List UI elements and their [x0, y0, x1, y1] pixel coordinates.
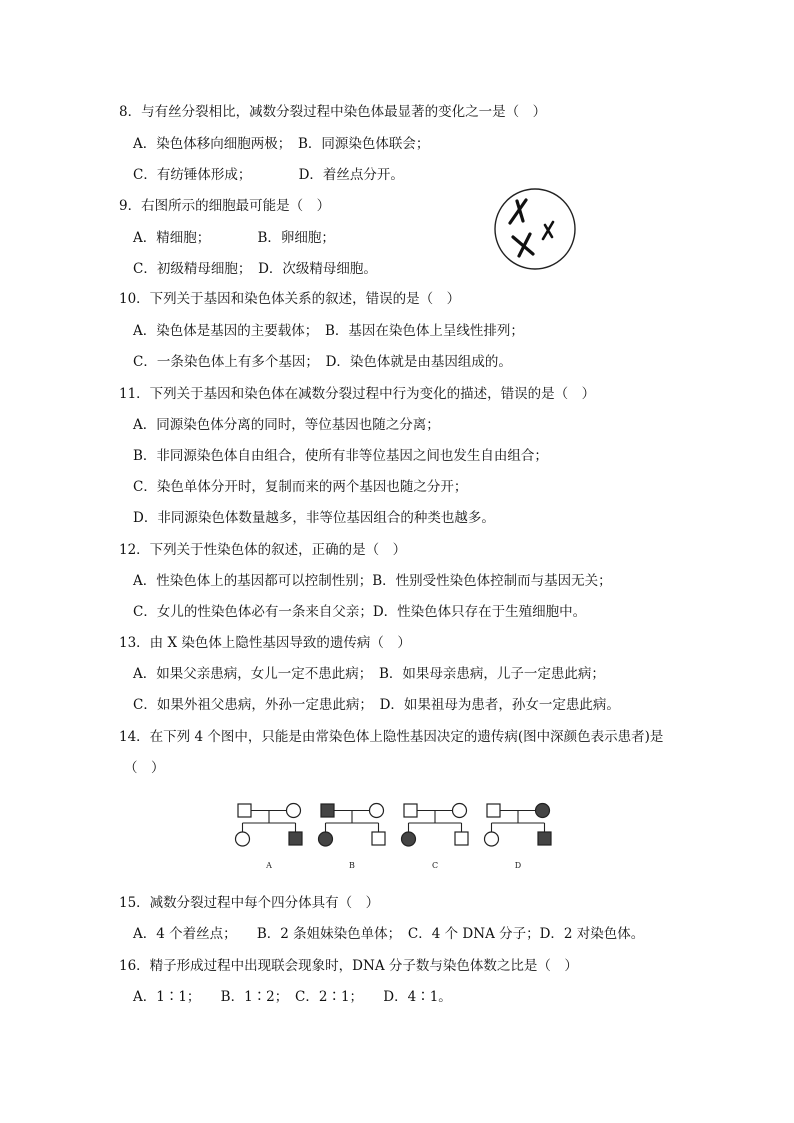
- chromosome-2: [513, 234, 533, 256]
- question-16: 16．精子形成过程中出现联会现象时，DNA 分子数与染色体数之比是（ ）: [119, 958, 578, 974]
- question-14: 14．在下列 4 个图中，只能是由常染色体上隐性基因决定的遗传病(图中深颜色表示患者)是: [119, 729, 664, 745]
- question-12: 12．下列关于性染色体的叙述，正确的是（ ）: [119, 542, 407, 558]
- pedigree-b-son: [372, 832, 385, 845]
- question-11-option-c: C．染色单体分开时，复制而来的两个基因也随之分开；: [133, 479, 468, 495]
- chromosome-1: [510, 200, 526, 223]
- pedigree-c-son: [455, 832, 468, 845]
- question-8-options-1: A．染色体移向细胞两极； B．同源染色体联会；: [133, 136, 430, 152]
- pedigree-label-c: C: [431, 861, 439, 870]
- cell-diagram: [493, 187, 577, 271]
- pedigree-b-father: [321, 804, 334, 817]
- question-10-options-2: C．一条染色体上有多个基因； D．染色体就是由基因组成的。: [133, 354, 512, 370]
- question-12-options-1: A．性染色体上的基因都可以控制性别；B．性别受性染色体控制而与基因无关；: [133, 573, 612, 589]
- question-15: 15．减数分裂过程中每个四分体具有（ ）: [119, 895, 380, 911]
- question-13: 13．由 X 染色体上隐性基因导致的遗传病（ ）: [119, 635, 411, 651]
- question-13-options-2: C．如果外祖父患病，外孙一定患此病； D．如果祖母为患者，孙女一定患此病。: [133, 697, 620, 713]
- pedigree-b-mother: [370, 804, 384, 818]
- pedigree-d-mother: [536, 804, 550, 818]
- pedigree-d-daughter: [485, 832, 499, 846]
- pedigree-b-daughter: [319, 832, 333, 846]
- pedigree-label-b: B: [349, 861, 355, 870]
- question-11-option-d: D．非同源染色体数量越多，非等位基因组合的种类也越多。: [133, 510, 495, 526]
- pedigree-a-father: [238, 804, 251, 817]
- question-8-options-2: C．有纺锤体形成； D．着丝点分开。: [133, 167, 404, 183]
- question-16-options: A．1∶1； B．1∶2； C．2∶1； D．4∶1。: [133, 989, 452, 1005]
- question-9-options-2: C．初级精母细胞； D．次级精母细胞。: [133, 261, 377, 277]
- pedigree-label-a: A: [266, 861, 272, 870]
- question-12-options-2: C．女儿的性染色体必有一条来自父亲；D．性染色体只存在于生殖细胞中。: [133, 604, 587, 620]
- pedigree-d-son: [538, 832, 551, 845]
- question-11-option-b: B．非同源染色体自由组合，使所有非等位基因之间也发生自由组合；: [133, 448, 548, 464]
- question-14-answer-paren: （ ）: [124, 760, 165, 776]
- cell-membrane: [495, 189, 575, 269]
- pedigree-d-father: [487, 804, 500, 817]
- question-8: 8．与有丝分裂相比，减数分裂过程中染色体最显著的变化之一是（ ）: [119, 104, 547, 120]
- pedigree-c-daughter: [402, 832, 416, 846]
- question-11-option-a: A．同源染色体分离的同时，等位基因也随之分离；: [133, 417, 440, 433]
- question-9: 9．右图所示的细胞最可能是（ ）: [119, 198, 331, 214]
- question-15-options: A．4 个着丝点； B．2 条姐妹染色单体； C．4 个 DNA 分子；D．2 对染色体。: [133, 926, 645, 942]
- pedigree-c-mother: [453, 804, 467, 818]
- question-11: 11．下列关于基因和染色体在减数分裂过程中行为变化的描述，错误的是（ ）: [119, 386, 596, 402]
- question-13-options-1: A．如果父亲患病，女儿一定不患此病； B．如果母亲患病，儿子一定患此病；: [133, 666, 605, 682]
- pedigree-label-d: D: [514, 861, 522, 870]
- question-10: 10．下列关于基因和染色体关系的叙述，错误的是（ ）: [119, 291, 461, 307]
- question-9-options-1: A．精细胞； B．卵细胞；: [133, 230, 335, 246]
- pedigree-figure: [228, 795, 568, 873]
- pedigree-a-son: [289, 832, 302, 845]
- pedigree-c-father: [404, 804, 417, 817]
- question-10-options-1: A．染色体是基因的主要载体； B．基因在染色体上呈线性排列；: [133, 323, 524, 339]
- pedigree-a-daughter: [236, 832, 250, 846]
- chromosome-3: [543, 222, 553, 239]
- pedigree-a-mother: [287, 804, 301, 818]
